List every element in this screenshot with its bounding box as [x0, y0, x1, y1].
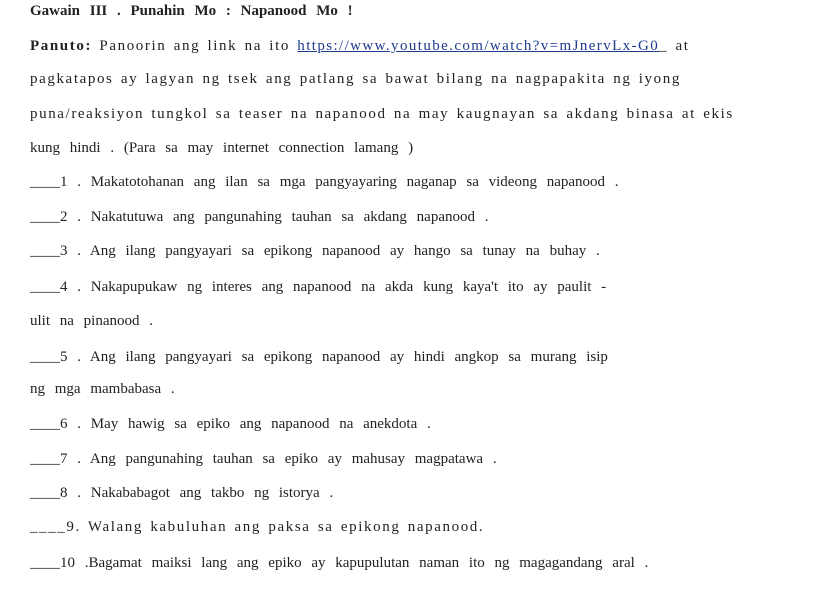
instructions-line-2: pagkatapos ay lagyan ng tsek ang patlang sa bawat bilang na nagpapakita ng iyong — [30, 71, 681, 87]
list-item-continuation: ulit na pinanood . — [30, 313, 153, 329]
list-item: ____4 . Nakapupukaw ng interes ang napanood na akda kung kaya't ito ay paulit - — [30, 279, 607, 295]
list-item-continuation: ng mga mambabasa . — [30, 381, 175, 397]
instructions-line-4: kung hindi . (Para sa may internet connection lamang ) — [30, 140, 414, 156]
list-item: ____6 . May hawig sa epiko ang napanood na anekdota . — [30, 416, 431, 432]
instructions-after-link: _ at — [659, 38, 690, 54]
list-item: ____3 . Ang ilang pangyayari sa epikong napanood ay hango sa tunay na buhay . — [30, 243, 600, 259]
instructions-line-3: puna/reaksiyon tungkol sa teaser na napanood na may kaugnayan sa akdang binasa at ekis — [30, 106, 734, 122]
activity-title: Gawain III . Punahin Mo : Napanood Mo ! — [30, 3, 353, 19]
list-item: ____2 . Nakatutuwa ang pangunahing tauhan sa akdang napanood . — [30, 209, 489, 225]
list-item: ____8 . Nakababagot ang takbo ng istorya . — [30, 485, 334, 501]
list-item: ____9. Walang kabuluhan ang paksa sa epikong napanood. — [30, 519, 485, 535]
list-item: ____5 . Ang ilang pangyayari sa epikong napanood ay hindi angkop sa murang isip — [30, 349, 608, 365]
instructions-label: Panuto: — [30, 38, 93, 54]
list-item: ____1 . Makatotohanan ang ilan sa mga pangyayaring naganap sa videong napanood . — [30, 174, 619, 190]
instructions-text: Panoorin ang link na ito — [92, 38, 298, 54]
list-item: ____10 .Bagamat maiksi lang ang epiko ay kapupulutan naman ito ng magagandang aral . — [30, 555, 649, 571]
youtube-link[interactable]: https://www.youtube.com/watch?v=mJnervLx-G0 — [297, 38, 660, 54]
instructions-line-1 — [30, 37, 690, 55]
list-item: ____7 . Ang pangunahing tauhan sa epiko ay mahusay magpatawa . — [30, 451, 497, 467]
